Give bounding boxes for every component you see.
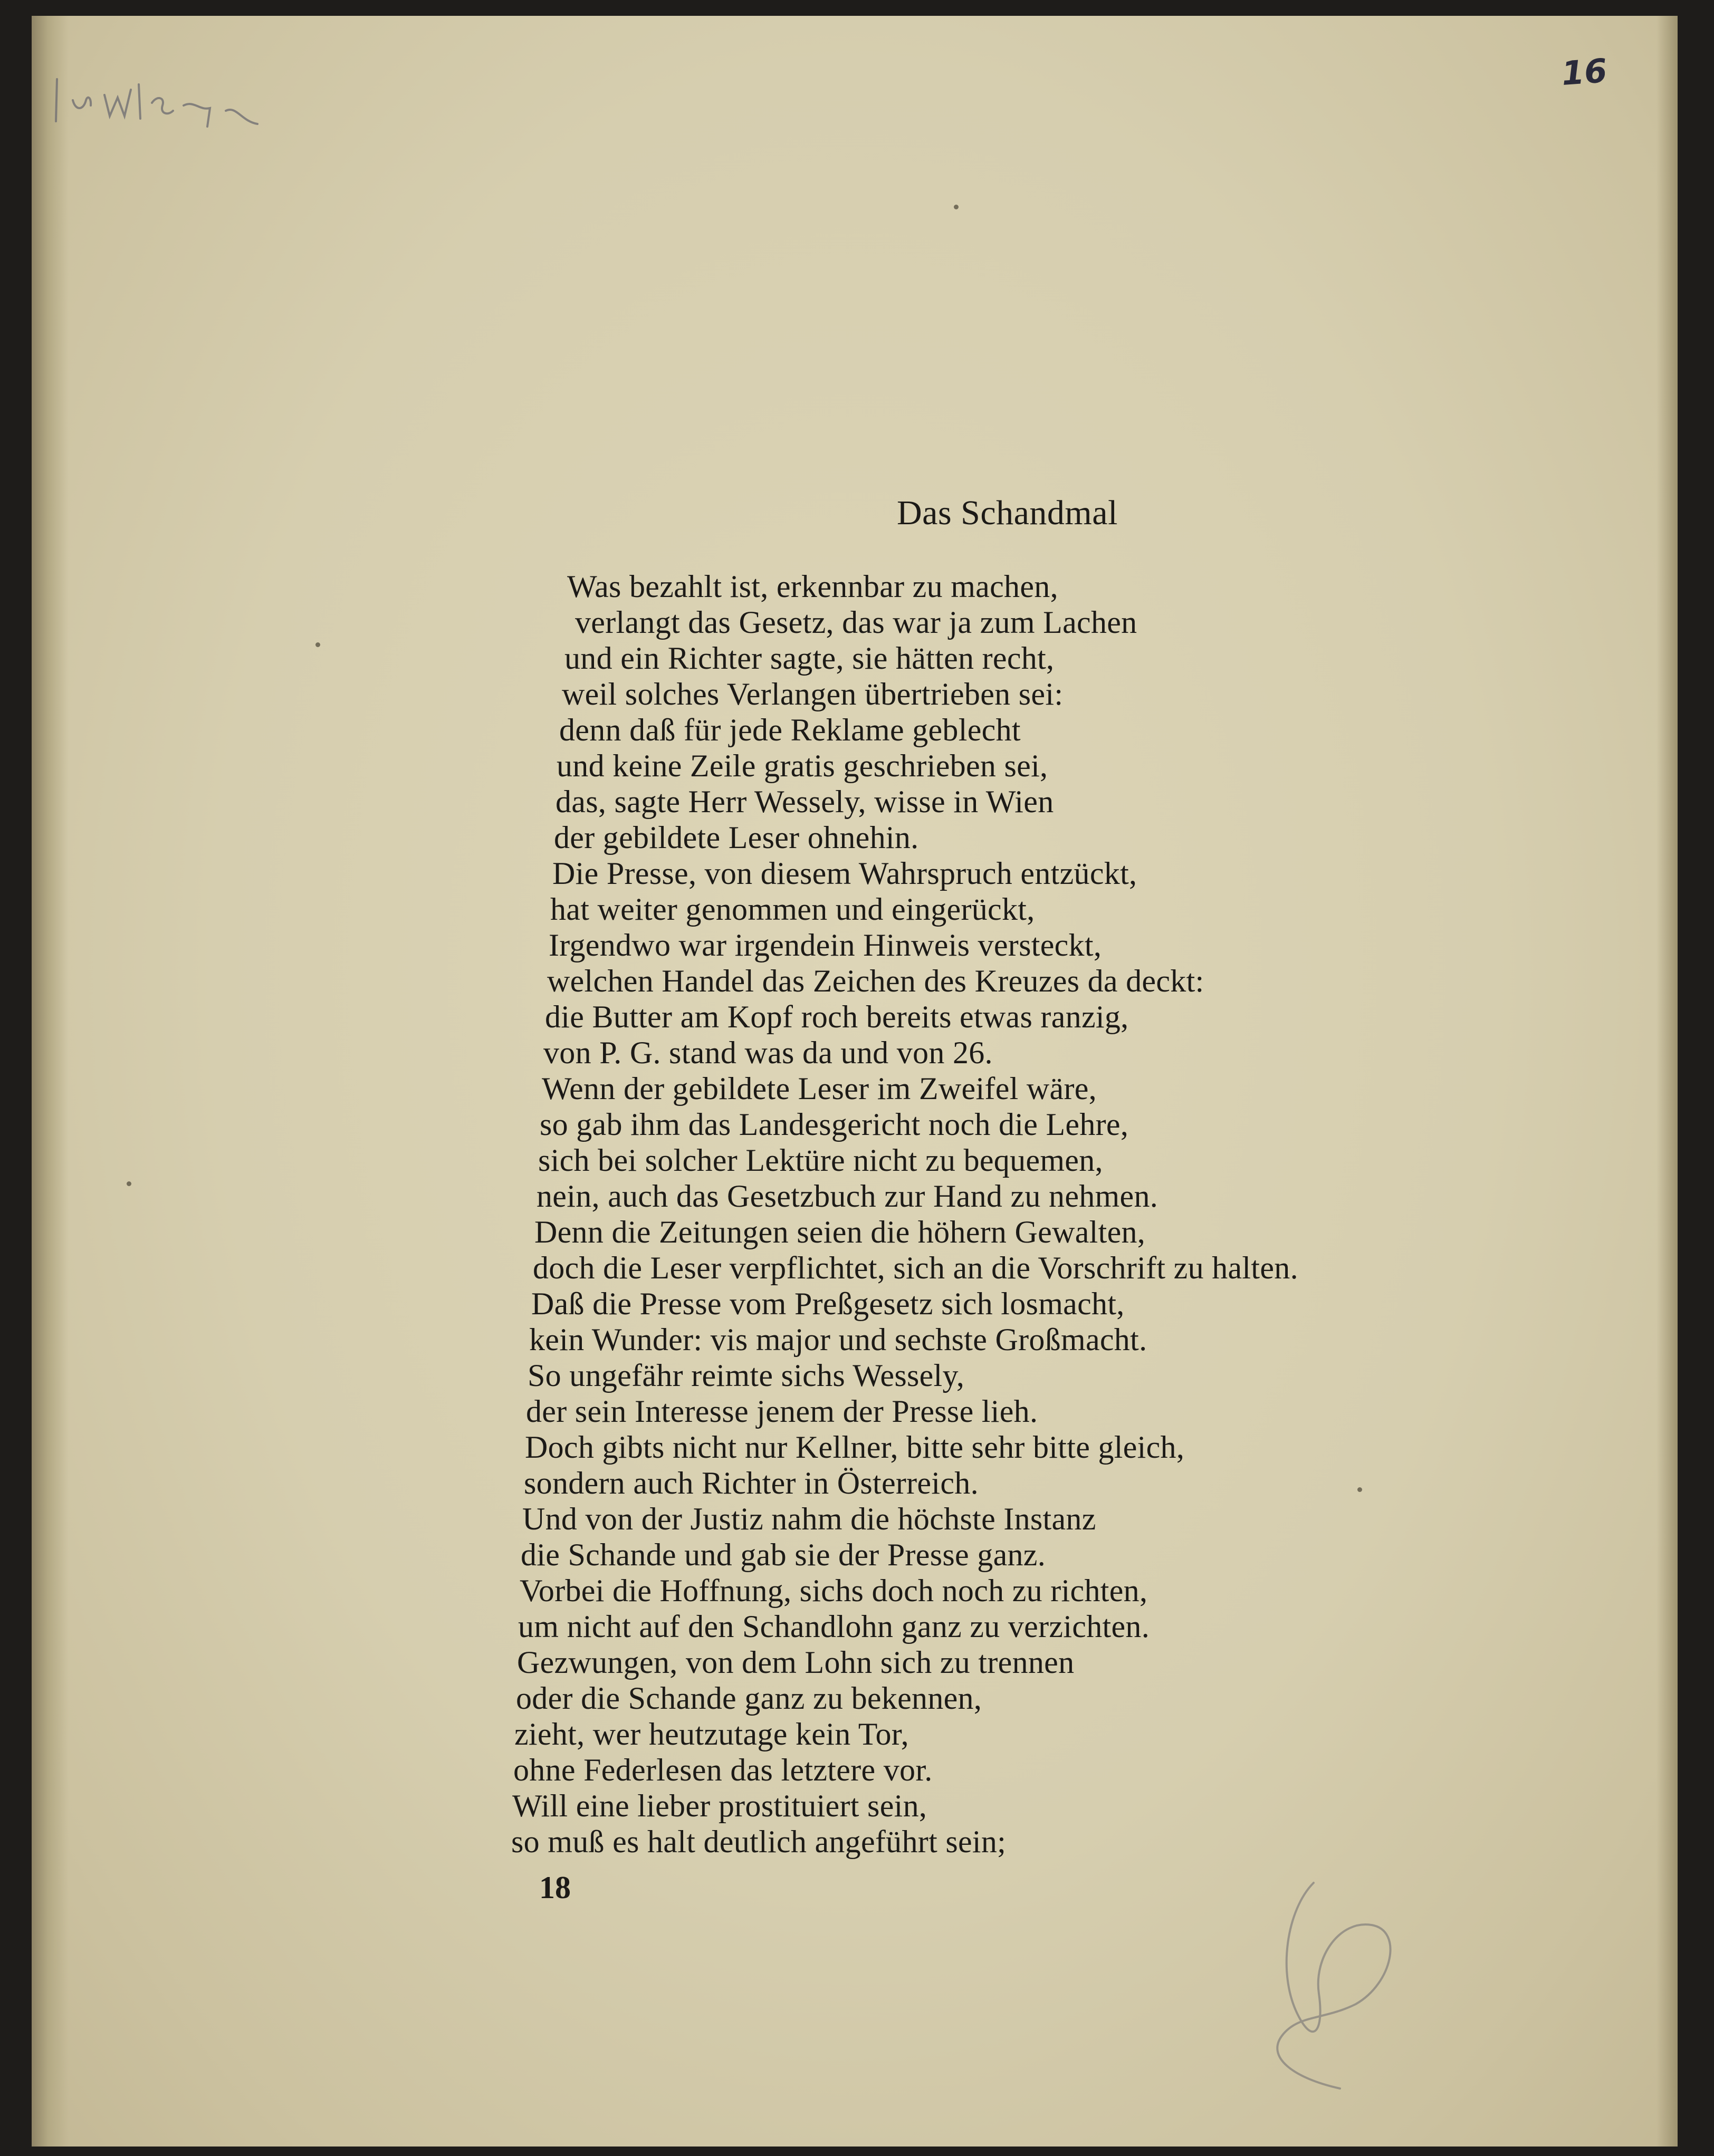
printed-page-number: 18 (539, 1870, 571, 1905)
poem-line: Und von der Justiz nahm die höchste Instanz (522, 1502, 1096, 1536)
poem-line: Gezwungen, von dem Lohn sich zu trennen (517, 1645, 1075, 1680)
poem-line: nein, auch das Gesetzbuch zur Hand zu nehmen. (537, 1179, 1158, 1214)
poem-line: sondern auch Richter in Österreich. (524, 1466, 979, 1500)
paper-speck (315, 642, 320, 647)
poem-line: hat weiter genommen und eingerückt, (550, 892, 1035, 927)
poem-line: Wenn der gebildete Leser im Zweifel wäre, (542, 1071, 1097, 1106)
poem-line: zieht, wer heutzutage kein Tor, (514, 1717, 909, 1751)
poem-line: das, sagte Herr Wessely, wisse in Wien (556, 784, 1054, 819)
poem-line: kein Wunder: vis major und sechste Großmacht. (529, 1322, 1147, 1357)
poem-line: Doch gibts nicht nur Kellner, bitte sehr bitte gleich, (525, 1430, 1185, 1465)
poem-line: der sein Interesse jenem der Presse lieh. (526, 1394, 1038, 1429)
archive-page-number: 16 (1560, 51, 1608, 93)
poem-line: und ein Richter sagte, sie hätten recht, (564, 641, 1055, 676)
page-right-edge (1656, 16, 1678, 2147)
poem-line: Die Presse, von diesem Wahrspruch entzückt, (552, 856, 1137, 891)
paper-speck (1357, 1487, 1362, 1492)
poem-line: Was bezahlt ist, erkennbar zu machen, (567, 569, 1058, 604)
poem-line: Will eine lieber prostituiert sein, (512, 1788, 927, 1823)
poem-line: welchen Handel das Zeichen des Kreuzes da deckt: (547, 964, 1204, 998)
paper-speck (127, 1181, 131, 1186)
poem-line: sich bei solcher Lektüre nicht zu bequemen, (538, 1143, 1103, 1178)
poem-line: der gebildete Leser ohnehin. (554, 820, 919, 855)
poem-title: Das Schandmal (897, 494, 1118, 532)
poem-line: verlangt das Gesetz, das war ja zum Lachen (575, 605, 1137, 640)
pencil-annotation-scribble (25, 74, 321, 153)
poem-line: Irgendwo war irgendein Hinweis versteckt, (549, 928, 1102, 962)
poem-line: So ungefähr reimte sichs Wessely, (528, 1358, 965, 1393)
binding-edge (32, 16, 69, 2147)
poem-line: oder die Schande ganz zu bekennen, (516, 1681, 982, 1716)
poem-line: so muß es halt deutlich angeführt sein; (511, 1824, 1007, 1859)
paper-speck (954, 205, 959, 209)
poem-line: Daß die Presse vom Preßgesetz sich losmacht, (531, 1286, 1125, 1321)
poem-line: so gab ihm das Landesgericht noch die Lehre, (540, 1107, 1129, 1142)
poem-line: um nicht auf den Schandlohn ganz zu verzichten. (518, 1609, 1150, 1644)
poem-line: die Butter am Kopf roch bereits etwas ranzig, (545, 999, 1129, 1034)
poem-body (511, 569, 1464, 1860)
poem-line: denn daß für jede Reklame geblecht (559, 713, 1021, 747)
poem-line: Denn die Zeitungen seien die höhern Gewalten, (534, 1215, 1146, 1249)
poem-line: weil solches Verlangen übertrieben sei: (562, 677, 1064, 711)
poem-line: von P. G. stand was da und von 26. (543, 1035, 993, 1070)
poem-line: die Schande und gab sie der Presse ganz. (521, 1537, 1046, 1572)
poem-line: und keine Zeile gratis geschrieben sei, (557, 748, 1048, 783)
poem-line: doch die Leser verpflichtet, sich an die Vorschrift zu halten. (533, 1250, 1298, 1285)
poem-line: ohne Federlesen das letztere vor. (513, 1753, 933, 1787)
pencil-curl-mark (1234, 1878, 1424, 2099)
poem-line: Vorbei die Hoffnung, sichs doch noch zu richten, (520, 1573, 1148, 1608)
